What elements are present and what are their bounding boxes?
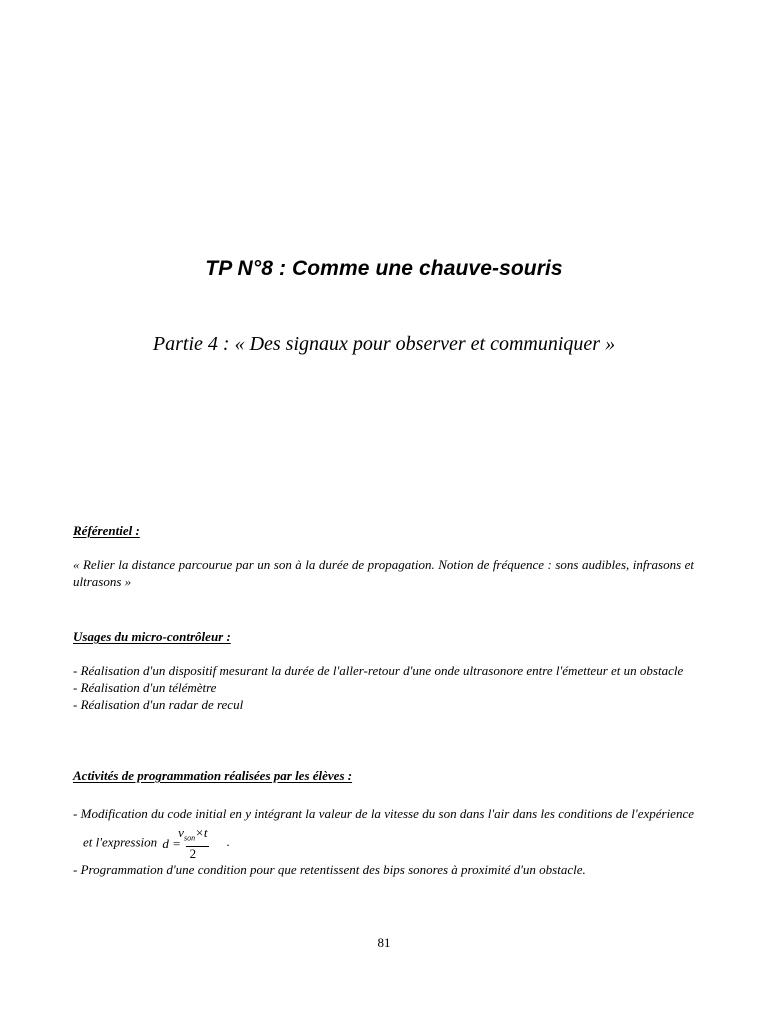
activites-item-1-end: . [226, 834, 230, 850]
usages-item: - Réalisation d'un dispositif mesurant la durée de l'aller-retour d'une onde ultrasonore entre l'émetteur et un obstacle [73, 663, 684, 678]
formula-fraction [178, 825, 209, 861]
referentiel-heading: Référentiel : [73, 523, 140, 538]
usages-list [73, 662, 694, 713]
formula-numerator-sub: son [183, 833, 196, 843]
activites-section [73, 767, 694, 878]
document-subtitle: Partie 4 : « Des signaux pour observer et communiquer » [152, 333, 616, 355]
usages-item: - Réalisation d'un télémètre [73, 680, 217, 695]
document-title: TP N°8 : Comme une chauve-souris [205, 257, 563, 280]
referentiel-section [73, 522, 694, 590]
usages-item: - Réalisation d'un radar de recul [73, 697, 244, 712]
page-number: 81 [377, 935, 391, 950]
distance-formula [162, 825, 209, 861]
usages-section [73, 628, 694, 713]
formula-denominator: 2 [189, 845, 197, 861]
formula-numerator-var: v [178, 825, 184, 840]
referentiel-text: « Relier la distance parcourue par un son à la durée de propagation. Notion de fréquence : sons audibles, infrasons et ultrasons » [73, 557, 694, 589]
activites-item-2: - Programmation d'une condition pour que retentissent des bips sonores à proximité d'un obstacle. [73, 861, 586, 877]
formula-numerator-rest: ×t [195, 825, 208, 840]
formula-lhs: d = [162, 835, 181, 851]
formula-numerator [178, 825, 209, 847]
activites-item-1-text: - Modification du code initial en y intégrant la valeur de la vitesse du son dans l'air dans les conditions de l'expérience et l'expression [73, 806, 694, 850]
activites-heading: Activités de programmation réalisées par les élèves : [73, 768, 353, 783]
usages-heading: Usages du micro-contrôleur : [73, 629, 231, 644]
activites-item-1 [73, 801, 694, 861]
